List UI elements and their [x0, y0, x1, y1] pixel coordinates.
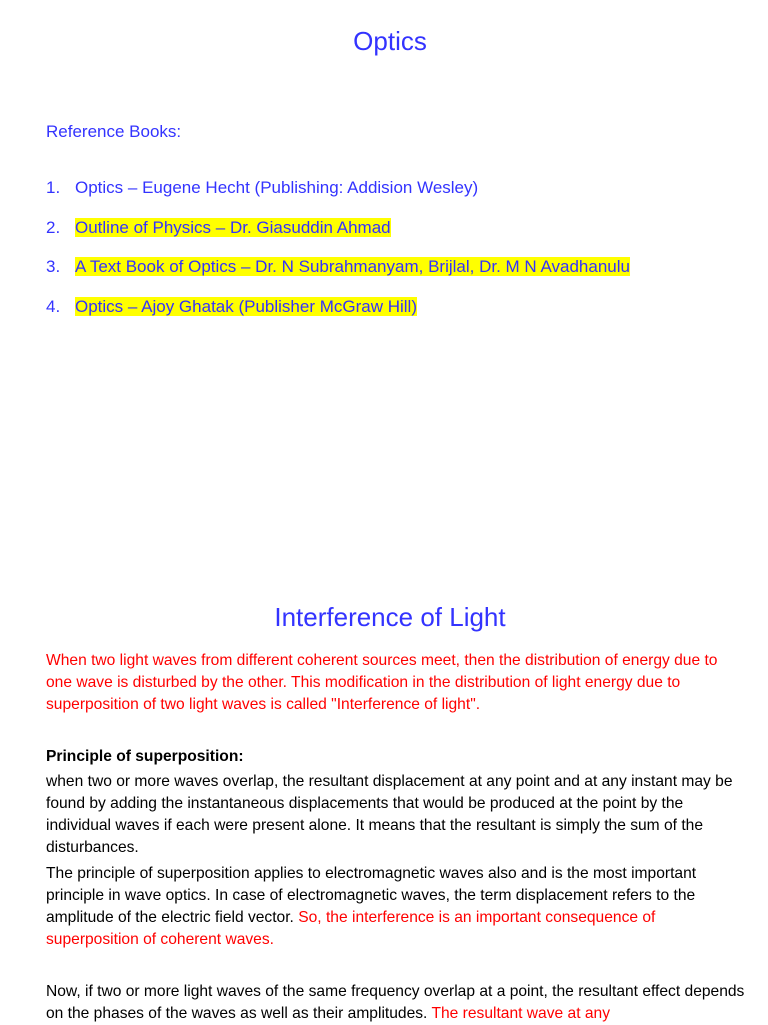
list-number: 3.: [46, 257, 61, 276]
phase-text-highlight: The resultant wave at any: [431, 1005, 611, 1022]
reference-book-item: [46, 257, 630, 277]
page-title-interference: Interference of Light: [274, 602, 506, 632]
phase-text: Now, if two or more light waves of the same frequency overlap at a point, the resultant effect depends on the phases of the waves as well as their amplitudes.: [46, 983, 745, 1022]
em-paragraph: [46, 863, 746, 951]
page-title-optics: Optics: [353, 26, 427, 56]
book-title: Optics – Eugene Hecht (Publishing: Addision Wesley): [75, 178, 479, 197]
book-title-highlighted: Outline of Physics – Dr. Giasuddin Ahmad: [75, 218, 391, 237]
em-text-highlight: So, the interference is an important consequence of superposition of coherent waves.: [46, 909, 656, 948]
book-title-highlighted: Optics – Ajoy Ghatak (Publisher McGraw Hill): [75, 297, 417, 316]
interference-definition: When two light waves from different coherent sources meet, then the distribution of energy due to one wave is disturbed by the other. This modification in the distribution of light energy due to superposition of two light waves is called "Interference of light".: [46, 652, 718, 713]
reference-book-item: [46, 297, 417, 317]
reference-book-item: [46, 218, 391, 238]
principle-heading: Principle of superposition:: [46, 748, 244, 765]
reference-book-item: [46, 178, 478, 198]
principle-paragraph: when two or more waves overlap, the resultant displacement at any point and at any instant may be found by adding the instantaneous displacements that would be produced at the point by the individual waves if each were present alone. It means that the resultant is simply the sum of the disturbances.: [46, 773, 733, 856]
book-title-highlighted: A Text Book of Optics – Dr. N Subrahmanyam, Brijlal, Dr. M N Avadhanulu: [75, 257, 630, 276]
phase-paragraph: [46, 981, 746, 1025]
list-number: 4.: [46, 297, 61, 316]
list-number: 2.: [46, 218, 61, 237]
list-number: 1.: [46, 178, 61, 197]
em-text: The principle of superposition applies to electromagnetic waves also and is the most important principle in wave optics. In case of electromagnetic waves, the term displacement refers to the amplitude of the electric field vector.: [46, 865, 697, 926]
reference-books-heading: Reference Books:: [46, 122, 182, 141]
